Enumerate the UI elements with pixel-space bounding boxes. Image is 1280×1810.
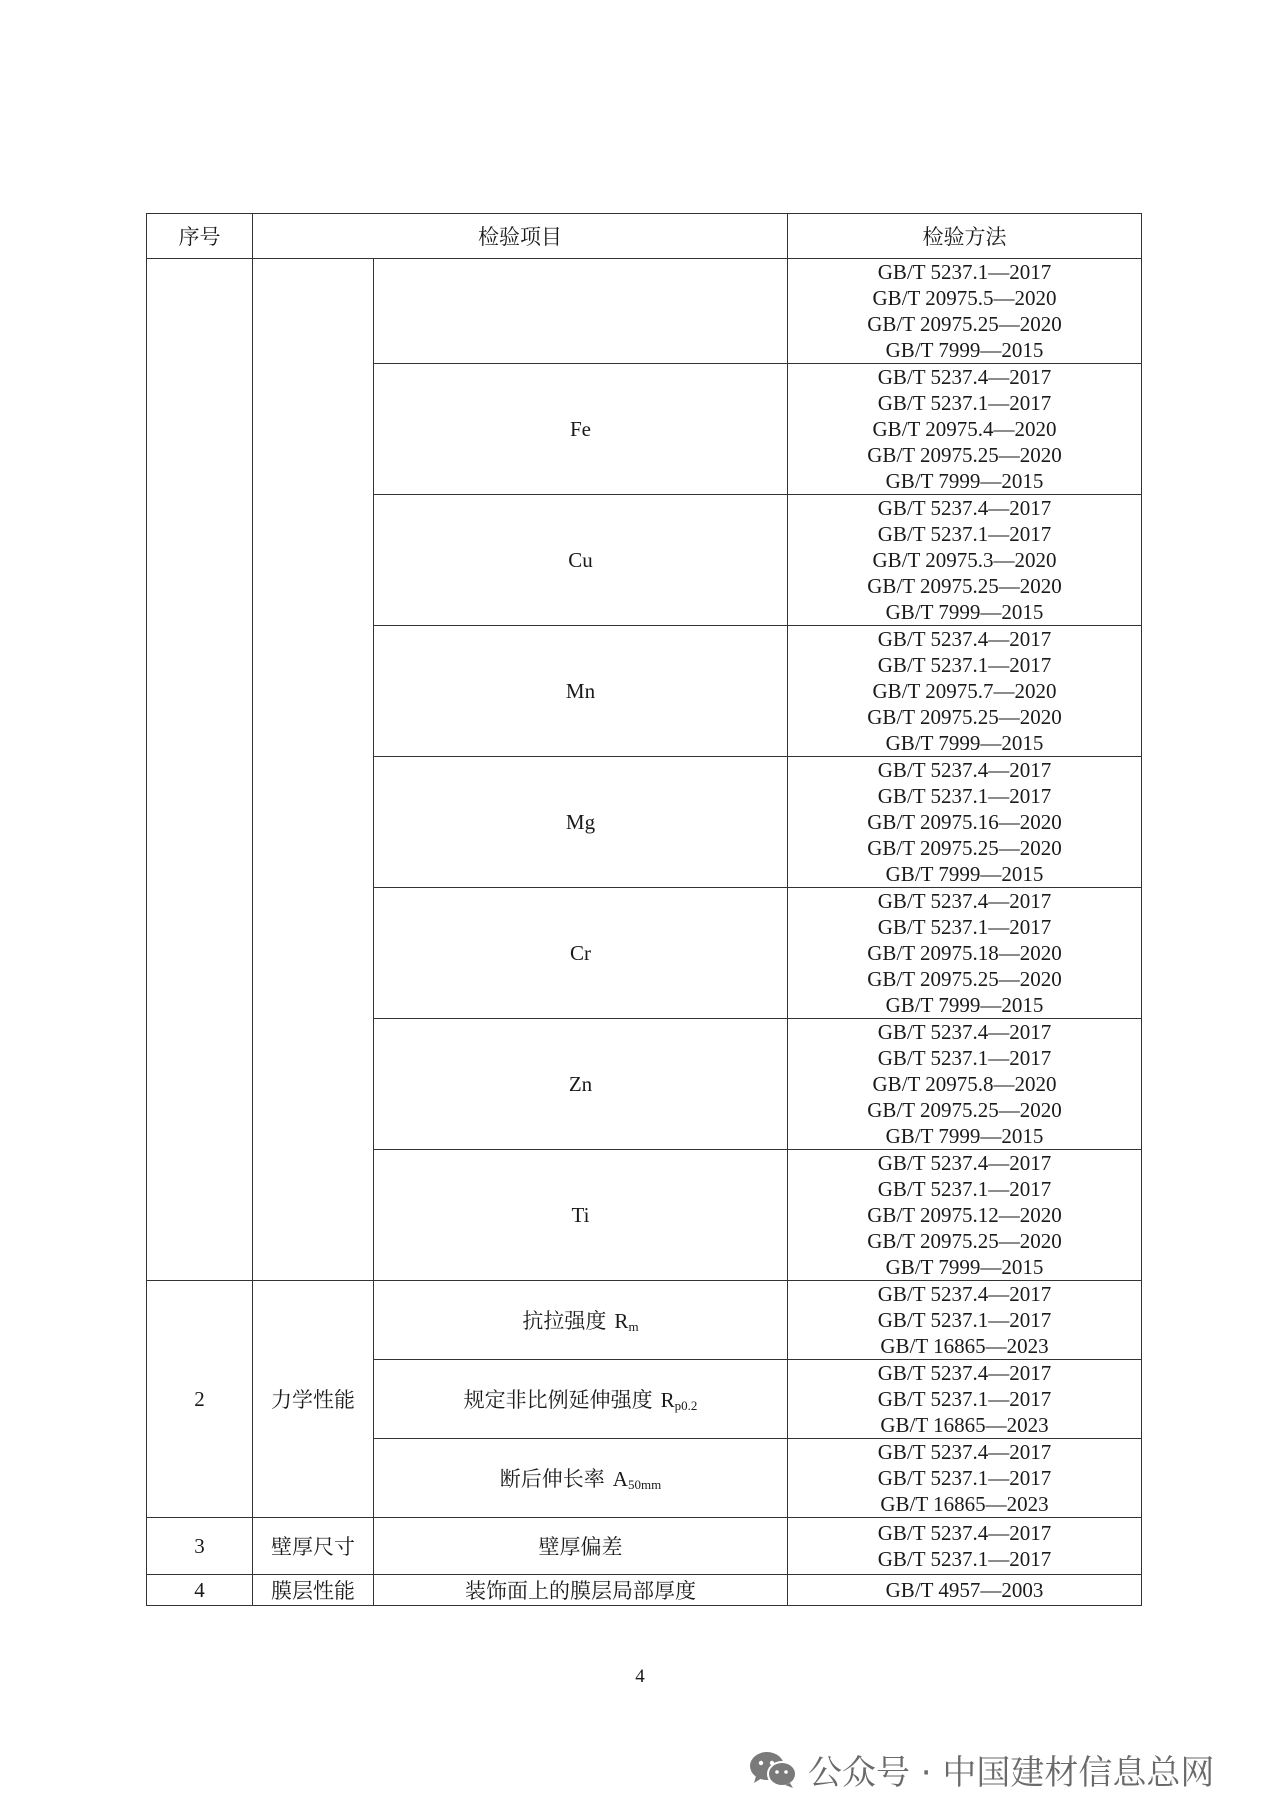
item-label: 抗拉强度: [522, 1309, 607, 1333]
method-line: GB/T 7999—2015: [885, 1255, 1044, 1279]
method-line: GB/T 20975.25—2020: [867, 443, 1062, 467]
item-symbol: [661, 1388, 698, 1412]
method-line: GB/T 5237.4—2017: [877, 1020, 1052, 1044]
method-line: GB/T 5237.1—2017: [877, 522, 1052, 546]
method-line: GB/T 7999—2015: [885, 469, 1044, 493]
cell-methods: [788, 1360, 1142, 1439]
element-name: Mg: [374, 757, 788, 888]
method-line: GB/T 7999—2015: [885, 1124, 1044, 1148]
cell-methods: [788, 1150, 1142, 1281]
cell-methods: [788, 757, 1142, 888]
table-row: [147, 1518, 1142, 1575]
method-line: GB/T 5237.1—2017: [877, 391, 1052, 415]
item-symbol: [613, 1467, 661, 1491]
method-line: GB/T 20975.5—2020: [872, 286, 1057, 310]
header-item: 检验项目: [253, 214, 788, 259]
cell-methods: [788, 1281, 1142, 1360]
method-line: GB/T 20975.16—2020: [867, 810, 1062, 834]
method-line: GB/T 5237.1—2017: [877, 1466, 1052, 1490]
cell-no-empty: [147, 259, 253, 1281]
element-name: Mn: [374, 626, 788, 757]
method-line: GB/T 20975.7—2020: [872, 679, 1057, 703]
method-line: GB/T 7999—2015: [885, 600, 1044, 624]
cell-item: 装饰面上的膜层局部厚度: [374, 1575, 788, 1606]
method-line: GB/T 20975.8—2020: [872, 1072, 1057, 1096]
method-line: GB/T 20975.25—2020: [867, 312, 1062, 336]
method-line: GB/T 5237.4—2017: [877, 889, 1052, 913]
table-row: [147, 1281, 1142, 1360]
method-line: GB/T 20975.25—2020: [867, 574, 1062, 598]
element-name: Fe: [374, 364, 788, 495]
method-line: GB/T 20975.12—2020: [867, 1203, 1062, 1227]
symbol-subscript: 50mm: [627, 1477, 662, 1492]
header-method: 检验方法: [788, 214, 1142, 259]
element-name: Zn: [374, 1019, 788, 1150]
method-line: GB/T 5237.4—2017: [877, 1440, 1052, 1464]
cell-item-empty: [374, 259, 788, 364]
cell-item: [374, 1360, 788, 1439]
method-line: GB/T 5237.1—2017: [877, 1547, 1052, 1571]
method-line: GB/T 16865—2023: [880, 1492, 1049, 1516]
symbol-subscript: m: [628, 1319, 639, 1334]
method-line: GB/T 5237.4—2017: [877, 627, 1052, 651]
cell-methods: [788, 626, 1142, 757]
header-no: 序号: [147, 214, 253, 259]
cell-group-empty: [253, 259, 374, 1281]
cell-methods: [788, 1439, 1142, 1518]
method-line: GB/T 20975.25—2020: [867, 1098, 1062, 1122]
cell-methods: [788, 259, 1142, 364]
cell-methods: [788, 364, 1142, 495]
method-line: GB/T 5237.1—2017: [877, 653, 1052, 677]
method-line: GB/T 5237.1—2017: [877, 260, 1052, 284]
method-line: GB/T 5237.1—2017: [877, 784, 1052, 808]
header-row: [147, 214, 1142, 259]
item-label: 断后伸长率: [499, 1467, 605, 1491]
cell-methods: [788, 1019, 1142, 1150]
method-line: GB/T 16865—2023: [880, 1334, 1049, 1358]
cell-methods: [788, 1575, 1142, 1606]
method-line: GB/T 20975.25—2020: [867, 1229, 1062, 1253]
method-line: GB/T 5237.1—2017: [877, 1387, 1052, 1411]
method-line: GB/T 7999—2015: [885, 862, 1044, 886]
method-line: GB/T 20975.18—2020: [867, 941, 1062, 965]
method-line: GB/T 5237.4—2017: [877, 1151, 1052, 1175]
table-row: [147, 1575, 1142, 1606]
method-line: GB/T 20975.4—2020: [872, 417, 1057, 441]
symbol-letter: R: [660, 1388, 675, 1412]
method-line: GB/T 20975.25—2020: [867, 967, 1062, 991]
method-line: GB/T 5237.1—2017: [877, 915, 1052, 939]
method-line: GB/T 16865—2023: [880, 1413, 1049, 1437]
cell-item: 壁厚偏差: [374, 1518, 788, 1575]
item-label: 规定非比例延伸强度: [463, 1388, 653, 1412]
method-line: GB/T 5237.4—2017: [877, 1521, 1052, 1545]
wechat-icon: [748, 1749, 798, 1789]
symbol-subscript: p0.2: [674, 1398, 698, 1413]
method-line: GB/T 5237.4—2017: [877, 1361, 1052, 1385]
cell-item: [374, 1281, 788, 1360]
method-line: GB/T 7999—2015: [885, 993, 1044, 1017]
cell-group: 膜层性能: [253, 1575, 374, 1606]
page-number: 4: [635, 1666, 645, 1687]
method-line: GB/T 5237.1—2017: [877, 1308, 1052, 1332]
element-name: Cr: [374, 888, 788, 1019]
watermark-text: 公众号 · 中国建材信息总网: [808, 1752, 1215, 1793]
method-line: GB/T 20975.3—2020: [872, 548, 1057, 572]
method-line: GB/T 7999—2015: [885, 731, 1044, 755]
cell-methods: [788, 495, 1142, 626]
symbol-letter: R: [614, 1309, 629, 1333]
watermark: [748, 1745, 1214, 1793]
cell-no: 2: [147, 1281, 253, 1518]
item-symbol: [614, 1309, 638, 1333]
method-line: GB/T 20975.25—2020: [867, 705, 1062, 729]
cell-group: 壁厚尺寸: [253, 1518, 374, 1575]
method-line: GB/T 5237.4—2017: [877, 496, 1052, 520]
method-line: GB/T 20975.25—2020: [867, 836, 1062, 860]
cell-methods: [788, 888, 1142, 1019]
inspection-table: [146, 213, 1142, 1606]
cell-group: 力学性能: [253, 1281, 374, 1518]
cell-no: 3: [147, 1518, 253, 1575]
method-line: GB/T 5237.4—2017: [877, 365, 1052, 389]
method-line: GB/T 4957—2003: [885, 1578, 1044, 1602]
element-name: Ti: [374, 1150, 788, 1281]
cell-methods: [788, 1518, 1142, 1575]
method-line: GB/T 5237.1—2017: [877, 1177, 1052, 1201]
method-line: GB/T 5237.4—2017: [877, 758, 1052, 782]
method-line: GB/T 7999—2015: [885, 338, 1044, 362]
table-row: [147, 259, 1142, 364]
symbol-letter: A: [612, 1467, 628, 1491]
method-line: GB/T 5237.4—2017: [877, 1282, 1052, 1306]
element-name: Cu: [374, 495, 788, 626]
cell-item: [374, 1439, 788, 1518]
cell-no: 4: [147, 1575, 253, 1606]
method-line: GB/T 5237.1—2017: [877, 1046, 1052, 1070]
